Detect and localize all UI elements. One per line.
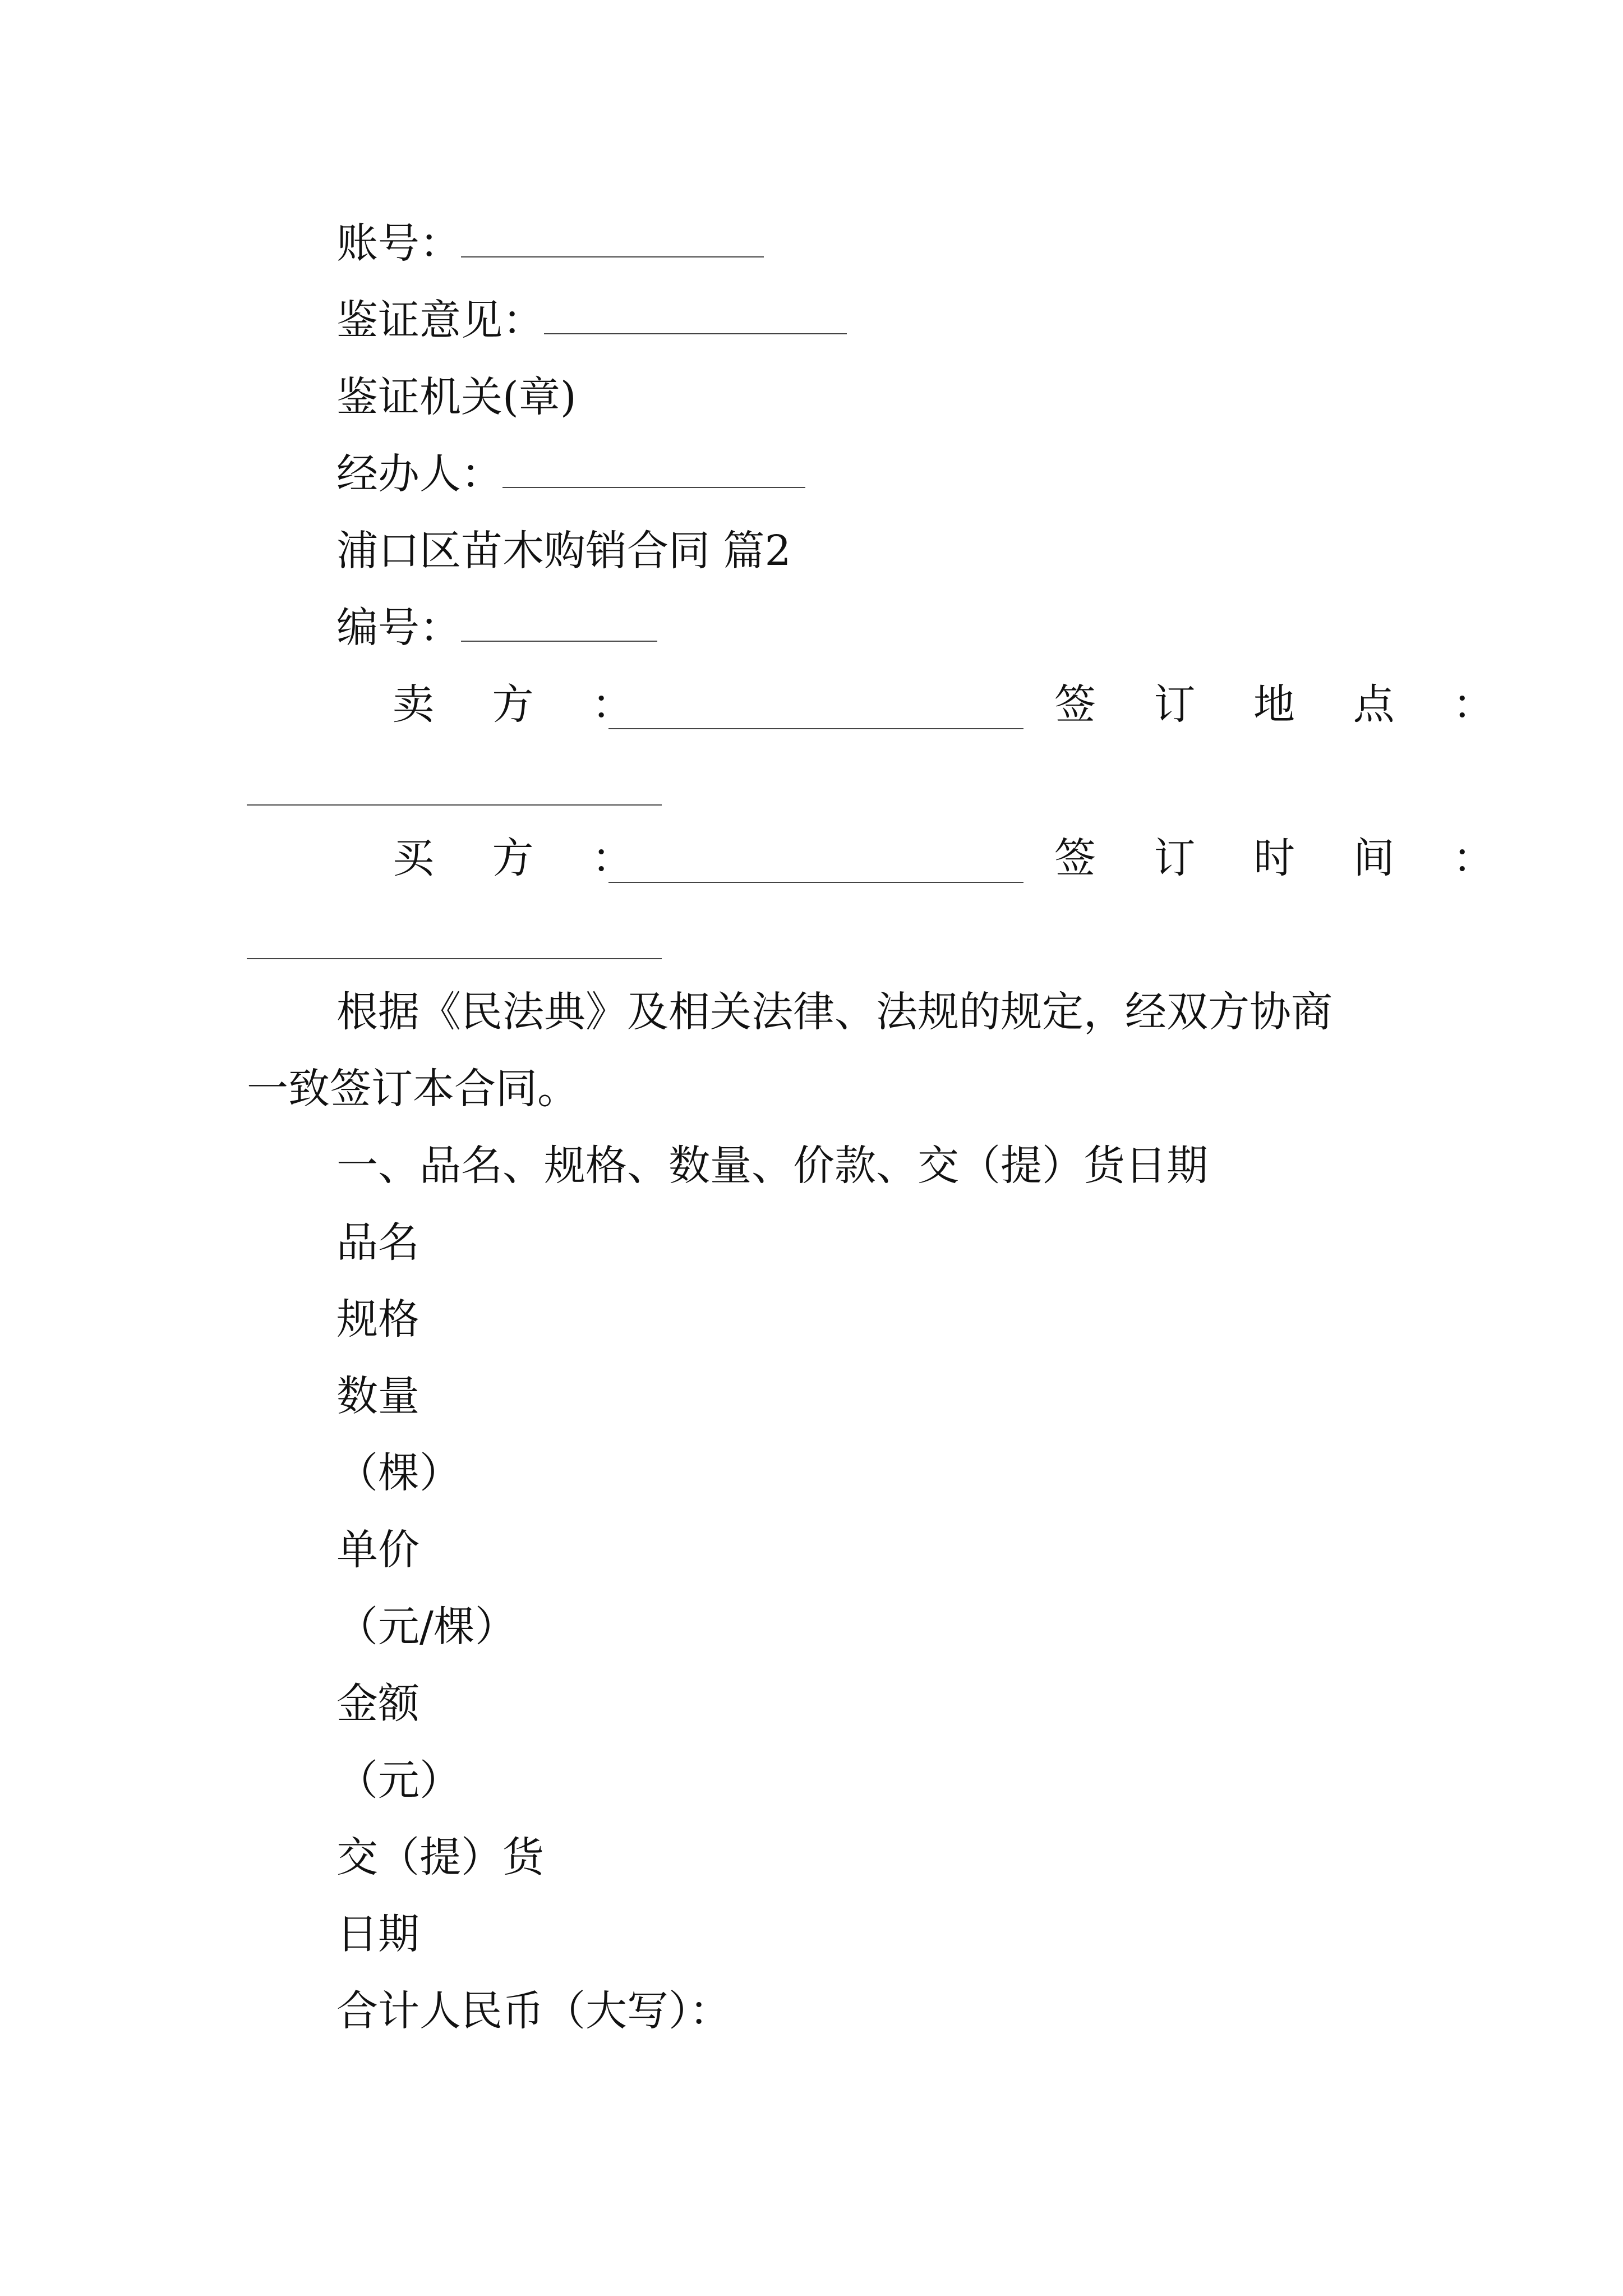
handler-label: 经办人： — [336, 450, 502, 498]
account-line — [336, 215, 764, 272]
amount-label: 金额 — [336, 1680, 419, 1728]
basis-paragraph-2: 一致签订本合同。 — [247, 1065, 579, 1113]
spec-label: 规格 — [336, 1295, 419, 1343]
account-blank — [461, 254, 764, 257]
buyer-blank — [608, 881, 1023, 883]
seller-label: 卖 方 ： — [393, 680, 656, 729]
seller-blank — [608, 727, 1023, 729]
number-line — [336, 600, 657, 656]
contract-title: 浦口区苗木购销合同 篇2 — [336, 527, 791, 575]
account-label: 账号： — [336, 219, 461, 268]
sign-time-blank — [247, 957, 662, 959]
handler-blank — [502, 485, 805, 488]
date-label: 日期 — [336, 1910, 419, 1958]
quantity-label: 数量 — [336, 1372, 419, 1420]
basis-paragraph-1: 根据《民法典》及相关法律、法规的规定，经双方协商 — [336, 988, 1332, 1036]
section-1-heading: 一、品名、规格、数量、价款、交（提）货日期 — [336, 1142, 1208, 1190]
sign-time-label: 签 订 时 间 ： — [1054, 834, 1517, 882]
number-label: 编号： — [336, 604, 461, 652]
opinion-label: 鉴证意见： — [336, 296, 544, 344]
delivery-label: 交（提）货 — [336, 1833, 544, 1881]
unit-price-unit: （元/棵） — [336, 1603, 517, 1651]
sign-place-blank — [247, 803, 662, 806]
opinion-blank — [544, 331, 847, 334]
buyer-label: 买 方 ： — [393, 834, 656, 882]
handler-line — [336, 446, 805, 502]
opinion-line — [336, 292, 847, 348]
authority-line: 鉴证机关(章) — [336, 373, 577, 421]
number-blank — [461, 638, 657, 642]
amount-unit: （元） — [336, 1756, 461, 1805]
product-name-label: 品名 — [336, 1218, 419, 1267]
sign-place-label: 签 订 地 点 ： — [1054, 680, 1517, 729]
quantity-unit: （棵） — [336, 1449, 461, 1497]
unit-price-label: 单价 — [336, 1526, 419, 1574]
total-label: 合计人民币（大写）： — [336, 1987, 731, 2035]
